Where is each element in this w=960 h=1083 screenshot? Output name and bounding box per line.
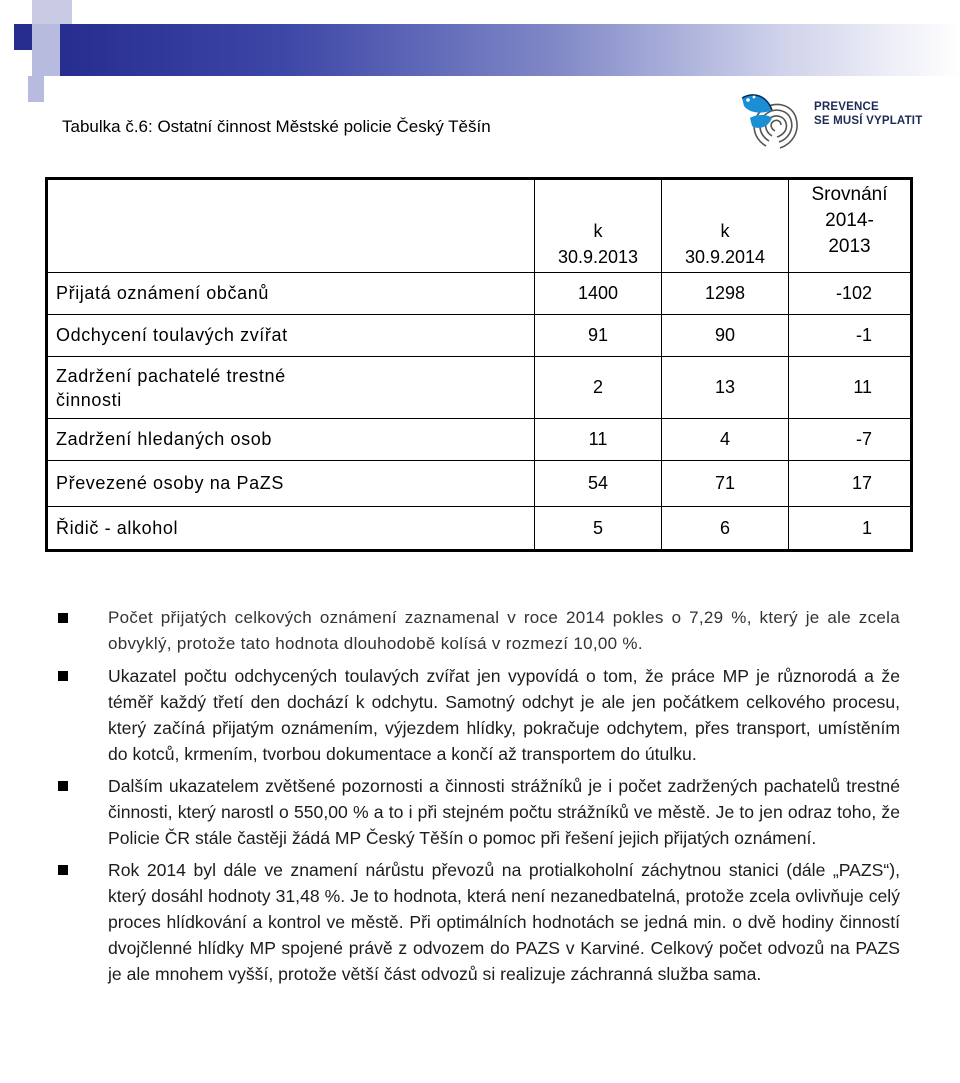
square-bullet-icon [58, 613, 68, 623]
value-diff: 11 [788, 357, 911, 419]
header-2014 [661, 179, 788, 273]
row-label [47, 357, 535, 419]
logo-line-2: SE MUSÍ VYPLATIT [814, 115, 923, 127]
table-header-row [47, 179, 912, 273]
notes-list [58, 605, 900, 993]
table-row [47, 507, 912, 551]
banner-square [32, 24, 60, 76]
header-2013 [535, 179, 662, 273]
square-bullet-icon [58, 671, 68, 681]
banner-square [28, 76, 44, 102]
value-2013: 11 [535, 419, 662, 461]
logo-text [814, 100, 922, 128]
table-row [47, 419, 912, 461]
table-row [47, 273, 912, 315]
header-2014-bottom: 30.9.2014 [684, 247, 766, 267]
note-text: Počet přijatých celkových oznámení zaznamenal v roce 2014 pokles o 7,29 %, který je ale zcela obvyklý, protože tato hodnota dlouhodobě kolísá v rozmezí 10,00 %. [108, 608, 900, 653]
value-2014: 90 [661, 315, 788, 357]
stats-table [45, 177, 913, 552]
value-2014: 71 [661, 461, 788, 507]
value-diff: -102 [788, 273, 911, 315]
value-2014: 13 [661, 357, 788, 419]
value-2013: 1400 [535, 273, 662, 315]
prevence-logo [736, 88, 936, 152]
table-row [47, 357, 912, 419]
note-text: Ukazatel počtu odchycených toulavých zvířat jen vypovídá o tom, že práce MP je různorodá a že téměř každý třetí den dochází k odchytu. Samotný odchyt je ale jen počátkem celkového procesu, který začíná přijatým oznámením, výjezdem hlídky, pokračuje odchytem, přes transport, umístěním do kotců, krmením, tvorbou dokumentace a končí až transportem do útulku. [108, 666, 900, 764]
header-comparison [788, 179, 911, 273]
row-label-line-2: činnosti [56, 389, 122, 410]
banner-gradient-bar [60, 24, 960, 76]
header-2014-top: k [720, 221, 730, 241]
row-label: Převezené osoby na PaZS [47, 461, 535, 507]
banner-square [60, 0, 72, 24]
value-diff: -1 [788, 315, 911, 357]
header-comparison-l3: 2013 [828, 236, 871, 257]
table-row [47, 461, 912, 507]
row-label: Řidič - alkohol [47, 507, 535, 551]
row-label: Zadržení hledaných osob [47, 419, 535, 461]
square-bullet-icon [58, 865, 68, 875]
header-2013-top: k [593, 221, 603, 241]
value-2014: 1298 [661, 273, 788, 315]
table-caption: Tabulka č.6: Ostatní činnost Městské policie Český Těšín [62, 117, 491, 136]
note-text: Rok 2014 byl dále ve znamení nárůstu převozů na protialkoholní záchytnou stanici (dále „PAZS“), který dosáhl hodnoty 31,48 %. Je to hodnota, která není nezanedbatelná, protože zcela ovlivňuje celý proces hlídkování a kontrol ve městě. Při optimálních hodnotách se jedná min. o dvě hodiny činností dvojčlenné hlídky MP spojené právě z odvozem do PAZS v Karviné. Celkový počet odvozů na PAZS je ale mnohem vyšší, protože větší část odvozů si realizuje záchranná služba sama. [108, 860, 900, 984]
header-2013-bottom: 30.9.2013 [557, 247, 639, 267]
value-2014: 4 [661, 419, 788, 461]
value-diff: 1 [788, 507, 911, 551]
header-empty-cell [47, 179, 535, 273]
logo-line-1: PREVENCE [814, 101, 879, 113]
value-2013: 2 [535, 357, 662, 419]
list-item [58, 857, 900, 987]
note-text: Dalším ukazatelem zvětšené pozornosti a činnosti strážníků je i počet zadržených pachatelů trestné činnosti, který narostl o 550,00 % a to i při stejném počtu strážníků ve městě. Je to jen odraz toho, že Policie ČR stále častěji žádá MP Český Těšín o pomoc při řešení jejich přijatých oznámení. [108, 776, 900, 848]
list-item [58, 605, 900, 657]
banner-square [32, 0, 60, 24]
header-comparison-l2: 2014- [825, 210, 874, 231]
row-label: Přijatá oznámení občanů [47, 273, 535, 315]
value-2013: 54 [535, 461, 662, 507]
value-2013: 91 [535, 315, 662, 357]
table-row [47, 315, 912, 357]
list-item [58, 773, 900, 851]
value-diff: -7 [788, 419, 911, 461]
header-comparison-l1: Srovnání [811, 184, 888, 205]
list-item [58, 663, 900, 767]
square-bullet-icon [58, 781, 68, 791]
value-2013: 5 [535, 507, 662, 551]
row-label-line-1: Zadržení pachatelé trestné [56, 365, 286, 386]
value-diff: 17 [788, 461, 911, 507]
value-2014: 6 [661, 507, 788, 551]
butterfly-fingerprint-icon [736, 88, 812, 152]
banner-square [14, 24, 32, 50]
row-label: Odchycení toulavých zvířat [47, 315, 535, 357]
